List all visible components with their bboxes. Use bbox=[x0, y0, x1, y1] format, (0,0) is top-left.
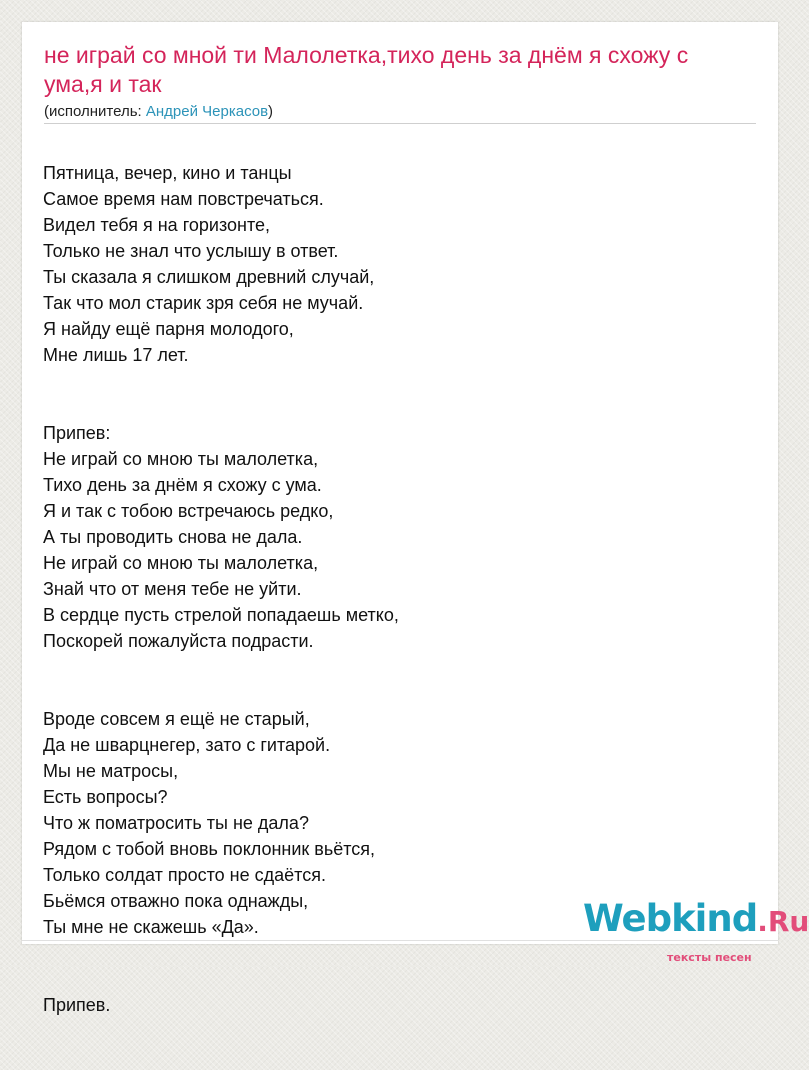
song-title: не играй со мной ти Малолетка,тихо день за днём я схожу с ума,я и так bbox=[44, 42, 689, 97]
lyrics-stanza-verse-2: Вроде совсем я ещё не старый, Да не шварцнегер, зато с гитарой. Мы не матросы, Есть вопросы? Что ж поматросить ты не дала? Рядом с тобой вновь поклонник вьётся, Только солдат просто не сдаётся. Бьёмся отважно пока однажды, Ты мне не скажешь «Да». bbox=[43, 709, 376, 937]
lyrics-stanza-verse-1: Пятница, вечер, кино и танцы Самое время нам повстречаться. Видел тебя я на горизонте, Только не знал что услышу в ответ. Ты сказала я слишком древний случай, Так что мол старик зря себя не мучай. Я найду ещё парня молодого, Мне лишь 17 лет. bbox=[43, 163, 375, 365]
lyrics-stanza-chorus-repeat: Припев. bbox=[43, 995, 111, 1015]
artist-line bbox=[44, 102, 273, 122]
logo-wordmark bbox=[583, 898, 809, 943]
site-logo[interactable] bbox=[583, 897, 809, 964]
logo-tld-text: .Ru bbox=[757, 905, 809, 938]
header-divider bbox=[44, 123, 756, 124]
artist-prefix: (исполнитель: bbox=[44, 103, 146, 120]
logo-tagline: тексты песен bbox=[667, 951, 752, 964]
lyrics-stanza-chorus: Припев: Не играй со мною ты малолетка, Тихо день за днём я схожу с ума. Я и так с тобою встречаюсь редко, А ты проводить снова не дала. Не играй со мною ты малолетка, Знай что от меня тебе не уйти. В сердце пусть стрелой попадаешь метко, Поскорей пожалуйста подрасти. bbox=[43, 423, 399, 651]
artist-suffix: ) bbox=[268, 103, 274, 120]
lyrics-card bbox=[22, 22, 809, 1015]
logo-main-text: Webkind bbox=[583, 897, 758, 940]
artist-link[interactable]: Андрей Черкасов bbox=[145, 103, 269, 120]
